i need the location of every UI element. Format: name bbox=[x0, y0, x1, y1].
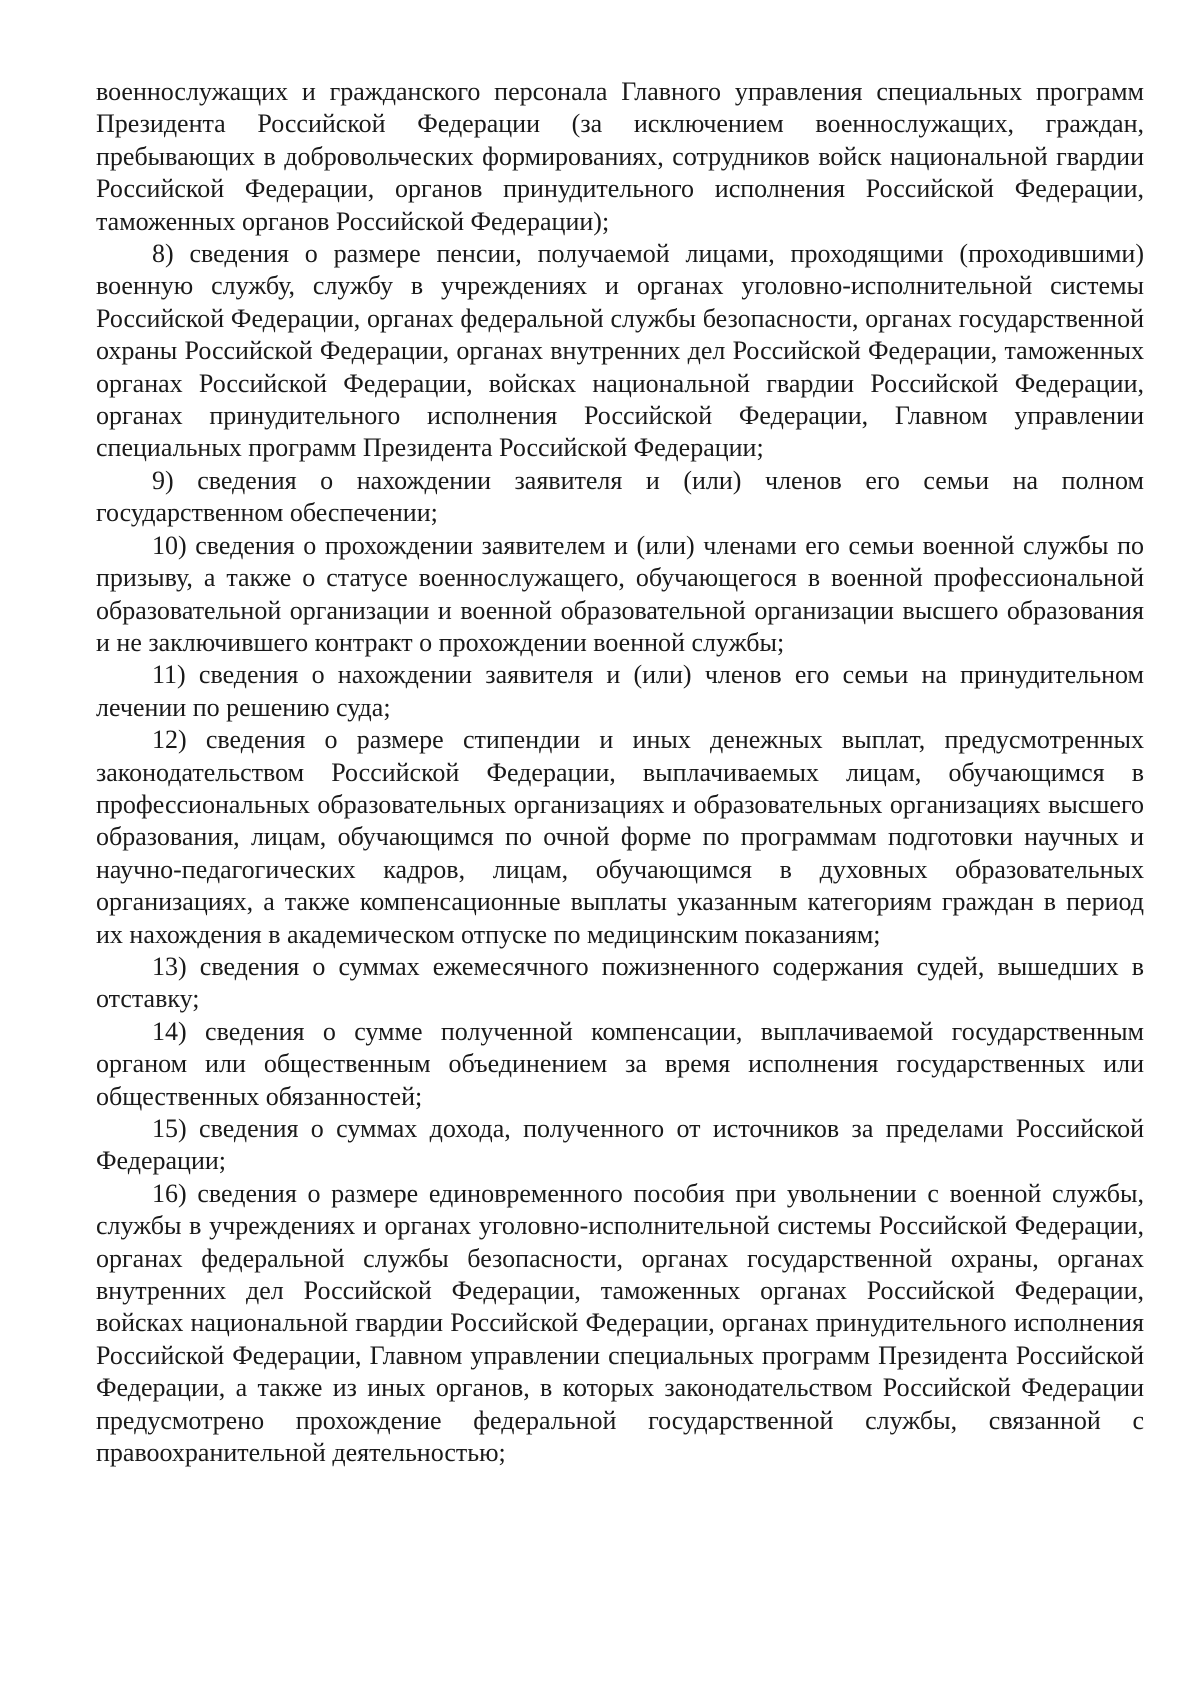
paragraph-item-9: 9) сведения о нахождении заявителя и (или) членов его семьи на полном государственном обеспечении; bbox=[96, 465, 1144, 528]
paragraph-item-15: 15) сведения о суммах дохода, полученного от источников за пределами Российской Федерации; bbox=[96, 1114, 1144, 1176]
paragraph-item-10: 10) сведения о прохождении заявителем и (или) членами его семьи военной службы по призыву, а также о статусе военнослужащего, обучающегося в военной профессиональной образовательной организации и военной образовательной организации высшего образования и не заключившего контракт о прохождении военной службы; bbox=[96, 530, 1144, 657]
paragraph-item-13: 13) сведения о суммах ежемесячного пожизненного содержания судей, вышедших в отставку; bbox=[96, 951, 1144, 1014]
paragraph-item-14: 14) сведения о сумме полученной компенсации, выплачиваемой государственным органом или общественным объединением за время исполнения государственных или общественных обязанностей; bbox=[96, 1016, 1144, 1111]
paragraph-item-12: 12) сведения о размере стипендии и иных денежных выплат, предусмотренных законодательством Российской Федерации, выплачиваемых лицам, обучающимся в профессиональных образовательных организациях и образовательных организациях высшего образования, лицам, обучающимся по очной форме по программам подготовки научных и научно-педагогических кадров, лицам, обучающимся в духовных образовательных организациях, а также компенсационные выплаты указанным категориям граждан в период их нахождения в академическом отпуске по медицинским показаниям; bbox=[96, 725, 1144, 949]
paragraph-item-16: 16) сведения о размере единовременного пособия при увольнении с военной службы, службы в учреждениях и органах уголовно-исполнительной системы Российской Федерации, органах федеральной службы безопасности, органах государственной охраны, органах внутренних дел Российской Федерации, таможенных органах Российской Федерации, войсках национальной гвардии Российской Федерации, органах принудительного исполнения Российской Федерации, Главном управлении специальных программ Президента Российской Федерации, а также из иных органов, в которых законодательством Российской Федерации предусмотрено прохождение федеральной государственной службы, связанной с правоохранительной деятельностью; bbox=[96, 1178, 1144, 1468]
paragraph-item-11: 11) сведения о нахождении заявителя и (или) членов его семьи на принудительном лечении по решению суда; bbox=[96, 660, 1144, 722]
paragraph-continuation: военнослужащих и гражданского персонала Главного управления специальных программ Президента Российской Федерации (за исключением военнослужащих, граждан, пребывающих в добровольческих формированиях, сотрудников войск национальной гвардии Российской Федерации, органов принудительного исполнения Российской Федерации, таможенных органов Российской Федерации); bbox=[96, 77, 1144, 236]
paragraph-item-8: 8) сведения о размере пенсии, получаемой лицами, проходящими (проходившими) военную службу, службу в учреждениях и органах уголовно-исполнительной системы Российской Федерации, органах федеральной службы безопасности, органах государственной охраны Российской Федерации, органах внутренних дел Российской Федерации, таможенных органах Российской Федерации, войсках национальной гвардии Российской Федерации, органах принудительного исполнения Российской Федерации, Главном управлении специальных программ Президента Российской Федерации; bbox=[96, 239, 1144, 463]
